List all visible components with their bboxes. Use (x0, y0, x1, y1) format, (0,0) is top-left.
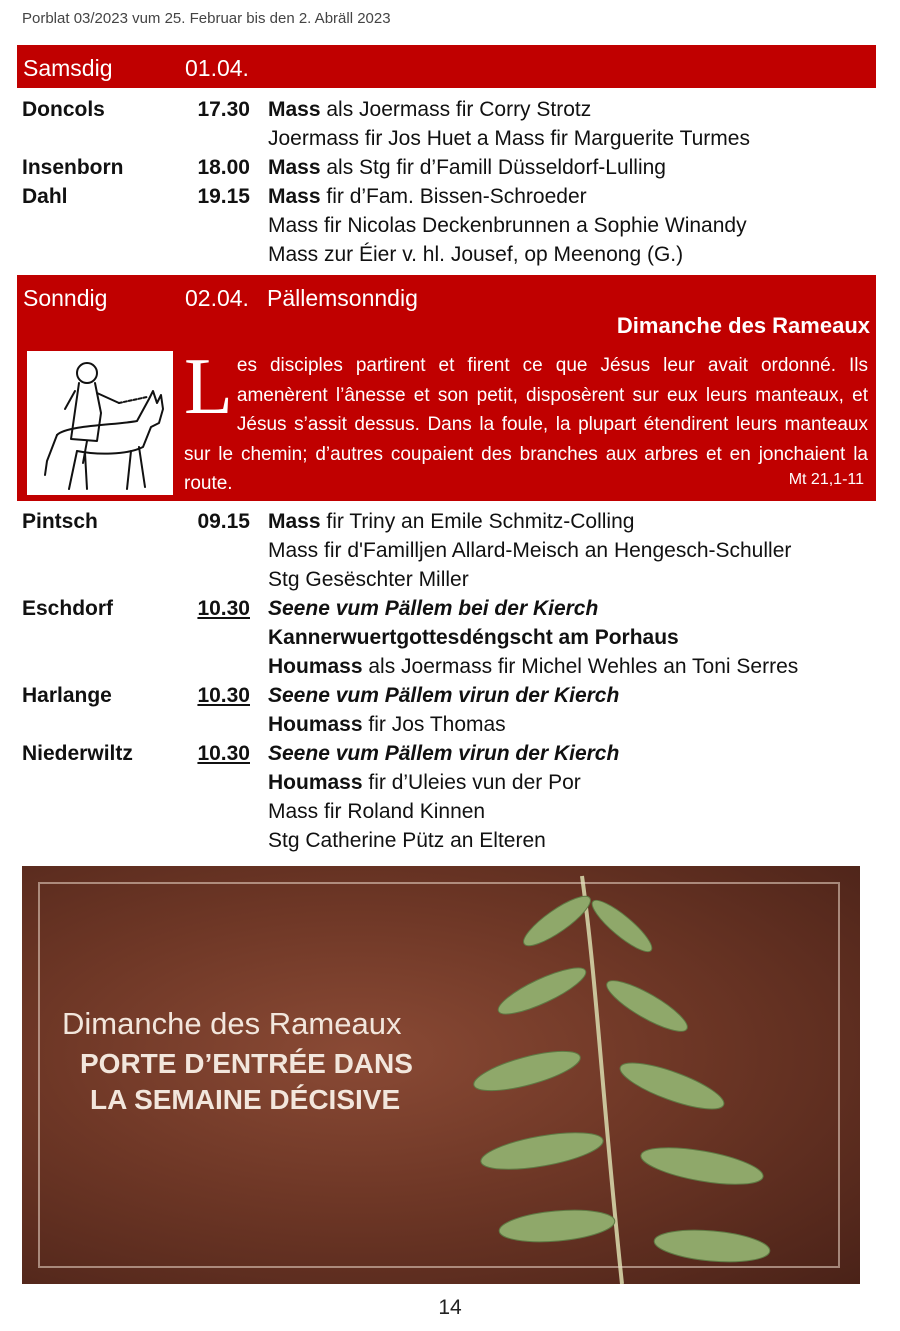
place-name: Dahl (22, 185, 68, 208)
schedule-row (0, 623, 900, 652)
mass-description (268, 710, 506, 739)
sunday-banner (17, 275, 876, 501)
mass-time: 10.30 (197, 684, 250, 707)
schedule-row (0, 652, 900, 681)
banner-line-1: Dimanche des Rameaux (62, 1006, 402, 1041)
mass-description (268, 95, 591, 124)
sunday-title: Pällemsonndig (267, 285, 418, 311)
mass-description (268, 182, 587, 211)
schedule-row (0, 565, 900, 594)
place-name: Harlange (22, 684, 112, 707)
mass-description (268, 594, 598, 623)
saturday-date: 01.04. (185, 55, 249, 81)
mass-intention: fir d’Fam. Bissen-Schroeder (320, 185, 587, 208)
schedule-row (0, 797, 900, 826)
schedule-row (0, 710, 900, 739)
place-name: Pintsch (22, 510, 98, 533)
schedule-row (0, 739, 900, 768)
drop-cap: L (184, 343, 233, 431)
schedule-row (0, 768, 900, 797)
banner-line-3: LA SEMAINE DÉCISIVE (90, 1084, 401, 1115)
mass-intention: Joermass fir Jos Huet a Mass fir Marguerite Turmes (268, 127, 750, 150)
mass-description (268, 565, 469, 594)
blessing-text: Seene vum Pällem virun der Kierch (268, 742, 620, 765)
mass-description (268, 652, 798, 681)
mass-time: 18.00 (197, 156, 250, 179)
mass-intention: Stg Catherine Pütz an Elteren (268, 829, 546, 852)
gospel-body: es disciples partirent et firent ce que Jésus leur avait ordonné. Ils amenèrent l’ânesse et son petit, disposèrent sur eux leurs manteaux, et Jésus s’assit dessus. Dans la foule, la plupart étendirent leurs manteaux sur le chemin; d’autres coupaient des branches aux arbres et en jonchaient la route. (184, 355, 868, 494)
mass-intention: als Joermass fir Michel Wehles an Toni Serres (362, 655, 799, 678)
schedule-row (0, 211, 900, 240)
schedule-row (0, 681, 900, 710)
mass-type: Mass (268, 185, 321, 208)
mass-description (268, 211, 747, 240)
sunday-day: Sonndig (23, 285, 108, 311)
blessing-text: Seene vum Pällem bei der Kierch (268, 597, 599, 620)
mass-type: Houmass (268, 771, 363, 794)
place-name: Insenborn (22, 156, 124, 179)
mass-description (268, 681, 619, 710)
mass-type: Houmass (268, 655, 363, 678)
mass-description (268, 507, 634, 536)
mass-description (268, 739, 619, 768)
mass-description (268, 623, 679, 652)
mass-intention: fir d’Uleies vun der Por (362, 771, 581, 794)
page-number: 14 (438, 1296, 462, 1319)
mass-intention: Mass zur Éier v. hl. Jousef, op Meenong (G.) (268, 243, 684, 266)
gospel-reference: Mt 21,1-11 (788, 471, 864, 488)
gospel-text (184, 343, 868, 499)
mass-time: 19.15 (197, 185, 250, 208)
place-name: Doncols (22, 98, 105, 121)
mass-type: Kannerwuertgottesdéngscht am Porhaus (268, 626, 679, 649)
mass-time: 10.30 (197, 597, 250, 620)
schedule-row (0, 153, 900, 182)
mass-description (268, 768, 581, 797)
saturday-banner (17, 45, 876, 88)
mass-description (268, 536, 791, 565)
mass-time: 09.15 (197, 510, 250, 533)
schedule-row (0, 594, 900, 623)
mass-intention: Mass fir Nicolas Deckenbrunnen a Sophie Winandy (268, 214, 747, 237)
mass-description (268, 797, 485, 826)
mass-type: Mass (268, 156, 321, 179)
saturday-day: Samsdig (23, 55, 113, 81)
blessing-text: Seene vum Pällem virun der Kierch (268, 684, 620, 707)
mass-intention: Mass fir Roland Kinnen (268, 800, 486, 823)
mass-description (268, 826, 546, 855)
mass-intention: Stg Gesëschter Miller (268, 568, 469, 591)
schedule-row (0, 507, 900, 536)
schedule-row (0, 536, 900, 565)
sunday-date: 02.04. (185, 285, 249, 311)
mass-intention: als Stg fir d’Famill Düsseldorf-Lulling (320, 156, 666, 179)
mass-intention: als Joermass fir Corry Strotz (320, 98, 592, 121)
palm-sunday-banner-image (22, 866, 860, 1284)
jesus-on-donkey-illustration (27, 351, 173, 495)
schedule-row (0, 240, 900, 269)
mass-intention: fir Triny an Emile Schmitz-Colling (320, 510, 635, 533)
mass-description (268, 240, 683, 269)
mass-type: Mass (268, 98, 321, 121)
mass-time: 17.30 (197, 98, 250, 121)
place-name: Niederwiltz (22, 742, 133, 765)
mass-type: Mass (268, 510, 321, 533)
schedule-row (0, 826, 900, 855)
page-header: Porblat 03/2023 vum 25. Februar bis den 2. Abräll 2023 (22, 10, 391, 27)
mass-type: Houmass (268, 713, 363, 736)
mass-intention: fir Jos Thomas (362, 713, 506, 736)
schedule-row (0, 182, 900, 211)
banner-line-2: PORTE D’ENTRÉE DANS (80, 1048, 413, 1079)
mass-time: 10.30 (197, 742, 250, 765)
mass-description (268, 153, 666, 182)
sunday-subtitle: Dimanche des Rameaux (616, 313, 870, 338)
mass-description (268, 124, 750, 153)
mass-intention: Mass fir d'Familljen Allard-Meisch an Hengesch-Schuller (268, 539, 792, 562)
place-name: Eschdorf (22, 597, 114, 620)
schedule-row (0, 124, 900, 153)
schedule-row (0, 95, 900, 124)
